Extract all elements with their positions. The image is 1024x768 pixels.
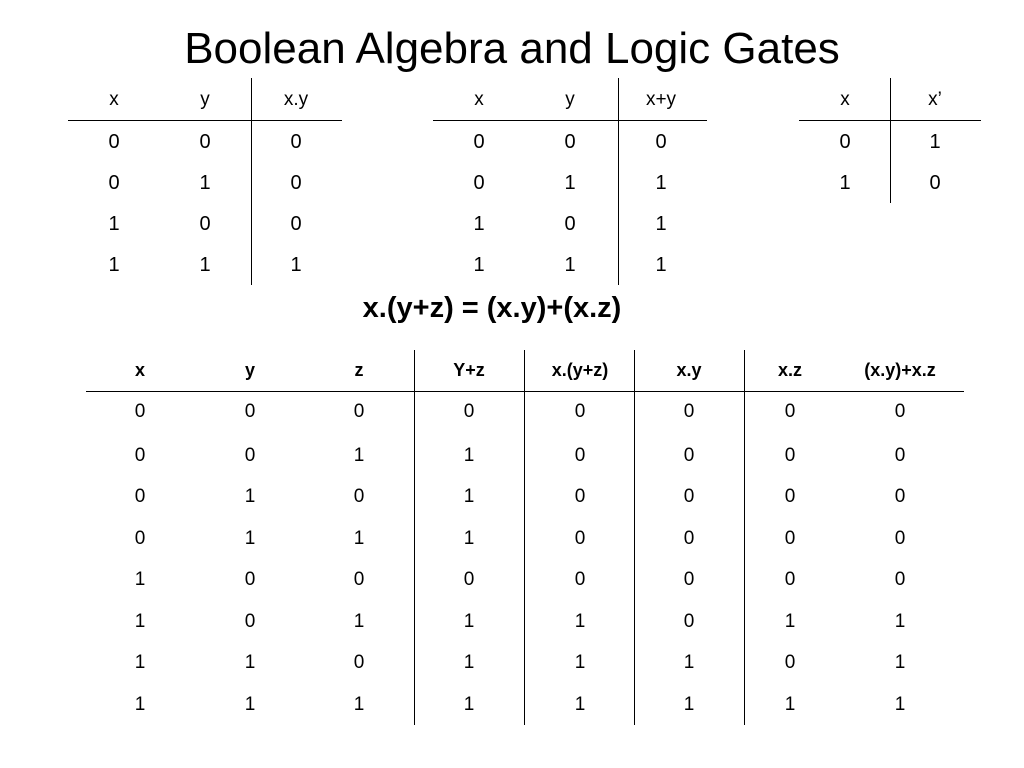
table-cell: 1: [839, 172, 851, 194]
distributive-law-equation: x.(y+z) = (x.y)+(x.z): [362, 292, 622, 324]
table-cell: 0: [463, 569, 475, 590]
column-header: x.y: [283, 89, 309, 110]
column-header: y: [565, 89, 575, 110]
column-header: x.z: [777, 360, 802, 380]
table-cell: 1: [290, 254, 302, 276]
table-cell: 0: [683, 569, 695, 590]
table-cell: 0: [244, 569, 256, 590]
table-cell: 0: [108, 172, 120, 194]
table-cell: 1: [463, 486, 475, 507]
column-header: x: [840, 89, 850, 110]
table-cell: 0: [353, 569, 365, 590]
table-cell: 0: [784, 401, 796, 422]
column-header: z: [354, 360, 364, 380]
column-divider: [634, 350, 635, 725]
table-cell: 1: [463, 694, 475, 715]
table-cell: 0: [134, 528, 146, 549]
table-cell: 0: [574, 486, 586, 507]
table-cell: 1: [463, 528, 475, 549]
table-cell: 0: [894, 569, 906, 590]
table-cell: 1: [574, 694, 586, 715]
table-cell: 1: [894, 694, 906, 715]
table-cell: 1: [784, 694, 796, 715]
column-header: x’: [928, 89, 942, 110]
column-divider: [744, 350, 745, 725]
table-cell: 1: [463, 611, 475, 632]
column-divider: [618, 78, 619, 285]
table-cell: 0: [839, 131, 851, 153]
table-cell: 1: [353, 528, 365, 549]
column-header: y: [244, 360, 255, 380]
table-cell: 0: [894, 401, 906, 422]
column-header: x: [134, 360, 145, 380]
table-cell: 0: [244, 401, 256, 422]
table-cell: 1: [574, 611, 586, 632]
table-cell: 1: [564, 172, 576, 194]
table-cell: 1: [784, 611, 796, 632]
table-cell: 1: [353, 611, 365, 632]
table-cell: 1: [134, 611, 146, 632]
table-cell: 0: [108, 131, 120, 153]
table-cell: 1: [655, 172, 667, 194]
header-rule: [68, 120, 342, 121]
table-cell: 1: [244, 528, 256, 549]
table-cell: 0: [473, 172, 485, 194]
table-cell: 0: [353, 401, 365, 422]
table-cell: 0: [683, 486, 695, 507]
table-cell: 0: [574, 528, 586, 549]
column-header: Y+z: [453, 360, 485, 380]
table-cell: 0: [564, 213, 576, 235]
table-cell: 1: [244, 694, 256, 715]
column-divider: [414, 350, 415, 725]
table-cell: 0: [290, 213, 302, 235]
table-cell: 0: [784, 652, 796, 673]
table-cell: 1: [353, 694, 365, 715]
table-cell: 0: [564, 131, 576, 153]
column-divider: [524, 350, 525, 725]
table-cell: 0: [244, 611, 256, 632]
table-cell: 0: [894, 486, 906, 507]
table-cell: 1: [463, 445, 475, 466]
table-cell: 1: [134, 694, 146, 715]
table-cell: 0: [574, 445, 586, 466]
table-cell: 0: [290, 172, 302, 194]
table-cell: 0: [290, 131, 302, 153]
table-cell: 1: [655, 213, 667, 235]
table-cell: 0: [244, 445, 256, 466]
table-cell: 0: [784, 445, 796, 466]
table-cell: 1: [244, 486, 256, 507]
table-cell: 0: [199, 131, 211, 153]
table-cell: 1: [199, 254, 211, 276]
table-cell: 1: [473, 213, 485, 235]
table-cell: 0: [353, 652, 365, 673]
table-cell: 1: [463, 652, 475, 673]
table-cell: 0: [784, 486, 796, 507]
slide-title: Boolean Algebra and Logic Gates: [184, 24, 840, 73]
header-rule: [86, 391, 964, 392]
header-rule: [433, 120, 707, 121]
column-header: x: [109, 89, 119, 110]
table-cell: 0: [473, 131, 485, 153]
table-cell: 0: [134, 401, 146, 422]
table-cell: 0: [199, 213, 211, 235]
table-cell: 0: [683, 611, 695, 632]
column-header: (x.y)+x.z: [864, 360, 936, 380]
table-cell: 0: [683, 445, 695, 466]
table-cell: 1: [894, 652, 906, 673]
table-cell: 1: [574, 652, 586, 673]
table-cell: 1: [134, 569, 146, 590]
column-header: x.(y+z): [551, 360, 609, 380]
table-cell: 0: [683, 528, 695, 549]
table-cell: 1: [108, 213, 120, 235]
table-cell: 0: [574, 569, 586, 590]
table-cell: 1: [199, 172, 211, 194]
table-cell: 1: [134, 652, 146, 673]
table-cell: 1: [564, 254, 576, 276]
table-cell: 1: [683, 694, 695, 715]
table-cell: 1: [894, 611, 906, 632]
table-cell: 1: [244, 652, 256, 673]
table-cell: 0: [134, 445, 146, 466]
column-header: y: [200, 89, 210, 110]
column-header: x+y: [645, 89, 677, 110]
column-header: x.y: [676, 360, 702, 380]
table-cell: 1: [473, 254, 485, 276]
table-cell: 0: [784, 569, 796, 590]
table-cell: 0: [655, 131, 667, 153]
table-cell: 0: [683, 401, 695, 422]
table-cell: 0: [894, 528, 906, 549]
table-cell: 1: [683, 652, 695, 673]
table-cell: 0: [894, 445, 906, 466]
column-divider: [251, 78, 252, 285]
column-divider: [890, 78, 891, 203]
table-cell: 0: [929, 172, 941, 194]
table-cell: 0: [353, 486, 365, 507]
table-cell: 0: [574, 401, 586, 422]
table-cell: 0: [784, 528, 796, 549]
table-cell: 1: [929, 131, 941, 153]
table-cell: 0: [134, 486, 146, 507]
table-cell: 1: [108, 254, 120, 276]
table-cell: 0: [463, 401, 475, 422]
table-cell: 1: [655, 254, 667, 276]
table-cell: 1: [353, 445, 365, 466]
column-header: x: [474, 89, 484, 110]
